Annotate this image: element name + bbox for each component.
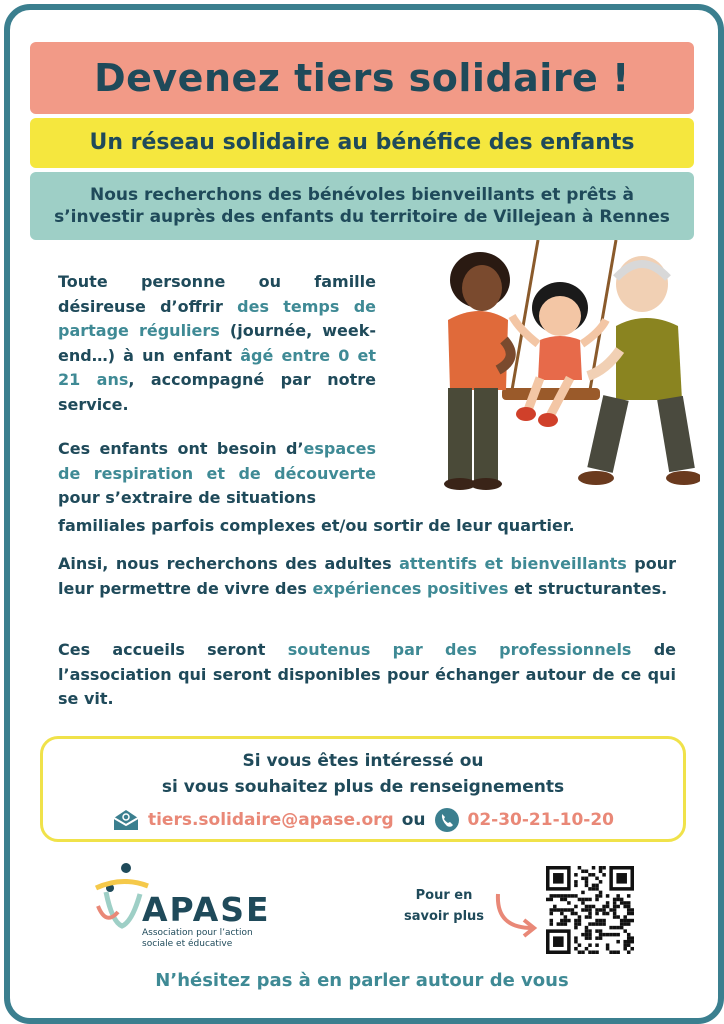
paragraph-3: Ainsi, nous recherchons des adultes attentifs et bienveillants pour leur permettre de vivre des expériences positives et structurantes. — [58, 554, 676, 598]
subtitle-banner: Un réseau solidaire au bénéfice des enfants — [30, 118, 694, 168]
page-title: Devenez tiers solidaire ! — [30, 42, 694, 114]
logo-tagline: Association pour l’action sociale et éducative — [142, 928, 253, 949]
paragraph-4: Ces accueils seront soutenus par des professionnels de l’association qui seront disponibles pour échanger autour de ce qui se vit. — [58, 640, 677, 708]
paragraph-1: Toute personne ou famille désireuse d’offrir des temps de partage réguliers (journée, week-end…) à un enfant âgé entre 0 et 21 ans, accompagné par notre service. — [58, 272, 377, 414]
apase-logo — [92, 862, 312, 958]
phone-link[interactable]: 02-30-21-10-20 — [467, 810, 615, 830]
contact-line-2: si vous souhaitez plus de renseignements — [161, 777, 565, 797]
intro-banner — [30, 172, 694, 240]
intro-line-2: s’investir auprès des enfants du territoire de Villejean à Rennes — [54, 207, 670, 227]
logo-name: APASE — [142, 890, 271, 929]
swing-illustration — [420, 240, 700, 500]
phone-icon — [434, 807, 460, 833]
more-info-text: Pour en savoir plus — [403, 888, 485, 924]
email-icon — [112, 808, 140, 832]
qr-code[interactable] — [546, 866, 634, 954]
arrow-icon — [494, 888, 542, 940]
footer-text: N’hésitez pas à en parler autour de vous — [155, 970, 569, 991]
paragraph-2: Ces enfants ont besoin d’espaces de respiration et de découverte pour s’extraire de situations — [58, 439, 376, 507]
paragraph-2-end: familiales parfois complexes et/ou sortir de leur quartier. — [58, 516, 575, 535]
contact-box — [40, 736, 686, 842]
intro-line-1: Nous recherchons des bénévoles bienveillants et prêts à — [89, 185, 635, 205]
or-text: ou — [401, 810, 426, 830]
contact-line-1: Si vous êtes intéressé ou — [242, 751, 484, 771]
email-link[interactable]: tiers.solidaire@apase.org — [147, 810, 394, 830]
